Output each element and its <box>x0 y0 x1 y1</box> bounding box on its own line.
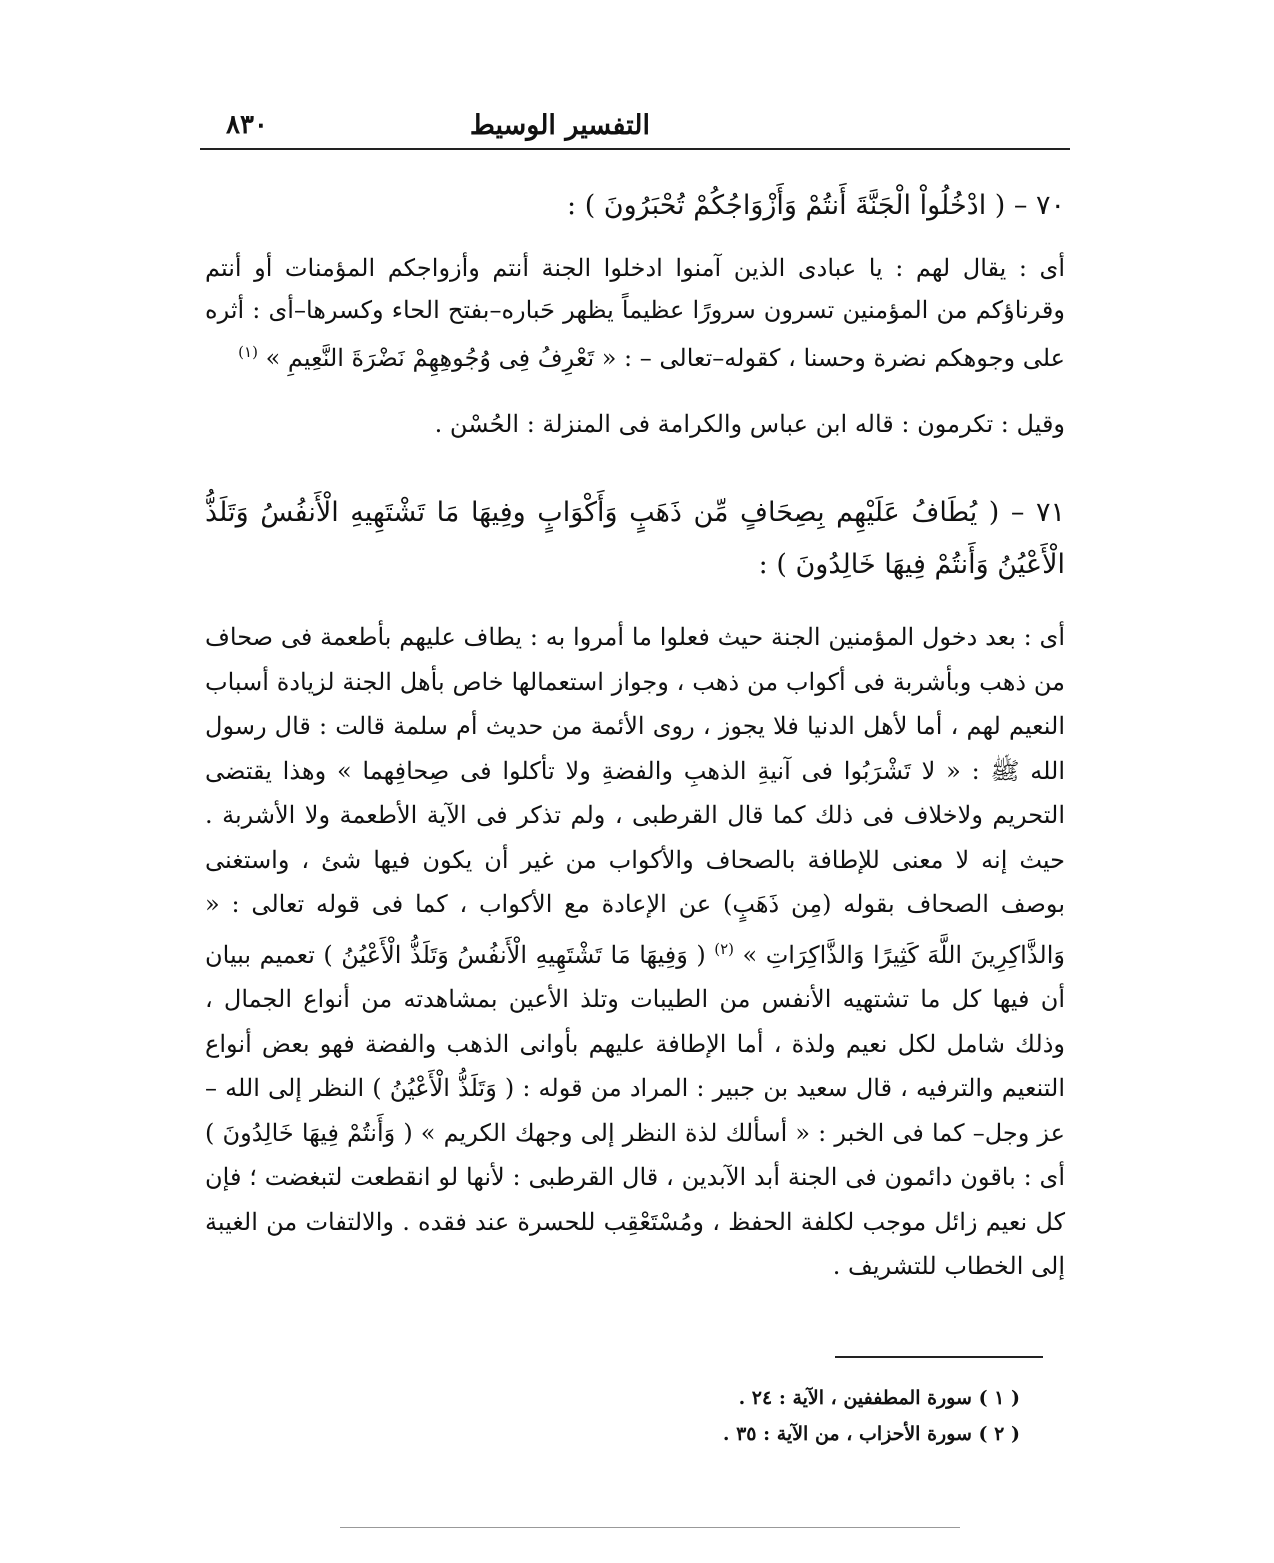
page-number: ٨٣٠ <box>226 110 268 140</box>
footnotes <box>600 1380 1020 1452</box>
footnote-rule <box>835 1356 1043 1358</box>
verse-70: ٧٠ – ( ادْخُلُواْ الْجَنَّةَ أَنتُمْ وَأَزْوَاجُكُمْ تُحْبَرُونَ ) : <box>567 190 1065 221</box>
footnote-1: ( ١ ) سورة المطففين ، الآية : ٢٤ . <box>738 1387 1020 1409</box>
book-title: التفسير الوسيط <box>469 110 650 141</box>
header-rule <box>200 148 1070 150</box>
explanation-70-text: أى : يقال لهم : يا عبادى الذين آمنوا ادخلوا الجنة أنتم وأزواجكم المؤمنات أو أنتم وقرناؤكم من المؤمنين تسرون سرورًا عظيماً يظهر حَباره–بفتح الحاء وكسرها–أى : أثره على وجوهكم نضرة وحسنا ، كقوله–تعالى – : « تَعْرِفُ فِى وُجُوهِهِمْ نَضْرَةَ النَّعِيمِ » <box>205 254 1065 372</box>
page-header <box>200 110 1070 144</box>
bottom-rule <box>340 1527 960 1528</box>
explanation-71-text: أى : بعد دخول المؤمنين الجنة حيث فعلوا ما أمروا به : يطاف عليهم بأطعمة فى صحاف من ذهب وبأشربة فى أكواب من ذهب ، وجواز استعمالها خاص بأهل الجنة لزيادة أسباب النعيم لهم ، أما لأهل الدنيا فلا يجوز ، روى الأئمة من حديث أم سلمة قالت : قال رسول الله ﷺ : « لا تَشْرَبُوا فى آنيةِ الذهبِ والفضةِ ولا تأكلوا فى صِحافِهما » وهذا يقتضى التحريم ولاخلاف فى ذلك كما قال القرطبى ، ولم تذكر فى الآية الأطعمة ولا الأشربة . حيث إنه لا معنى للإطافة بالصحاف والأكواب من غير أن يكون فيها شئ ، واستغنى بوصف الصحاف بقوله (مِن ذَهَبٍ) عن الإعادة مع الأكواب ، كما فى قوله تعالى : « وَالذَّاكِرِينَ اللَّهَ كَثِيرًا وَالذَّاكِرَاتِ » <box>205 623 1065 969</box>
footnote-2: ( ٢ ) سورة الأحزاب ، من الآية : ٣٥ . <box>722 1423 1020 1445</box>
verse-71: ٧١ – ( يُطَافُ عَلَيْهِم بِصِحَافٍ مِّن ذَهَبٍ وَأَكْوَابٍ وفِيهَا مَا تَشْتَهِيهِ الْأَنفُسُ وَتَلَذُّ الْأَعْيُنُ وَأَنتُمْ فِيهَا خَالِدُونَ ) : <box>205 497 1065 580</box>
footnote-ref-2: (٢) <box>714 939 735 958</box>
explanation-71 <box>205 615 1065 1289</box>
footnote-ref-1: (١) <box>238 343 258 361</box>
explanation-70 <box>205 247 1065 379</box>
explanation-71-text-cont: ( وَفِيهَا مَا تَشْتَهِيهِ الْأَنفُسُ وَتَلَذُّ الْأَعْيُنُ ) تعميم ببيان أن فيها كل ما تشتهيه الأنفس من الطيبات وتلذ الأعين بمشاهدته من أنواع الجمال ، وذلك شامل لكل نعيم ولذة ، أما الإطافة عليهم بأوانى الذهب والفضة فهو بعض أنواع التنعيم والترفيه ، قال سعيد بن جبير : المراد من قوله : ( وَتَلَذُّ الْأَعْيُنُ ) النظر إلى الله –عز وجل– كما فى الخبر : « أسألك لذة النظر إلى وجهك الكريم » ( وَأَنتُمْ فِيهَا خَالِدُونَ ) أى : باقون دائمون فى الجنة أبد الآبدين ، قال القرطبى : لأنها لو انقطعت لتبغضت ؛ فإن كل نعيم زائل موجب لكلفة الحفظ ، ومُسْتَعْقِب للحسرة عند فقده . والالتفات من الغيبة إلى الخطاب للتشريف . <box>205 940 1065 1280</box>
explanation-70-note: وقيل : تكرمون : قاله ابن عباس والكرامة فى المنزلة : الحُسْن . <box>434 410 1065 438</box>
